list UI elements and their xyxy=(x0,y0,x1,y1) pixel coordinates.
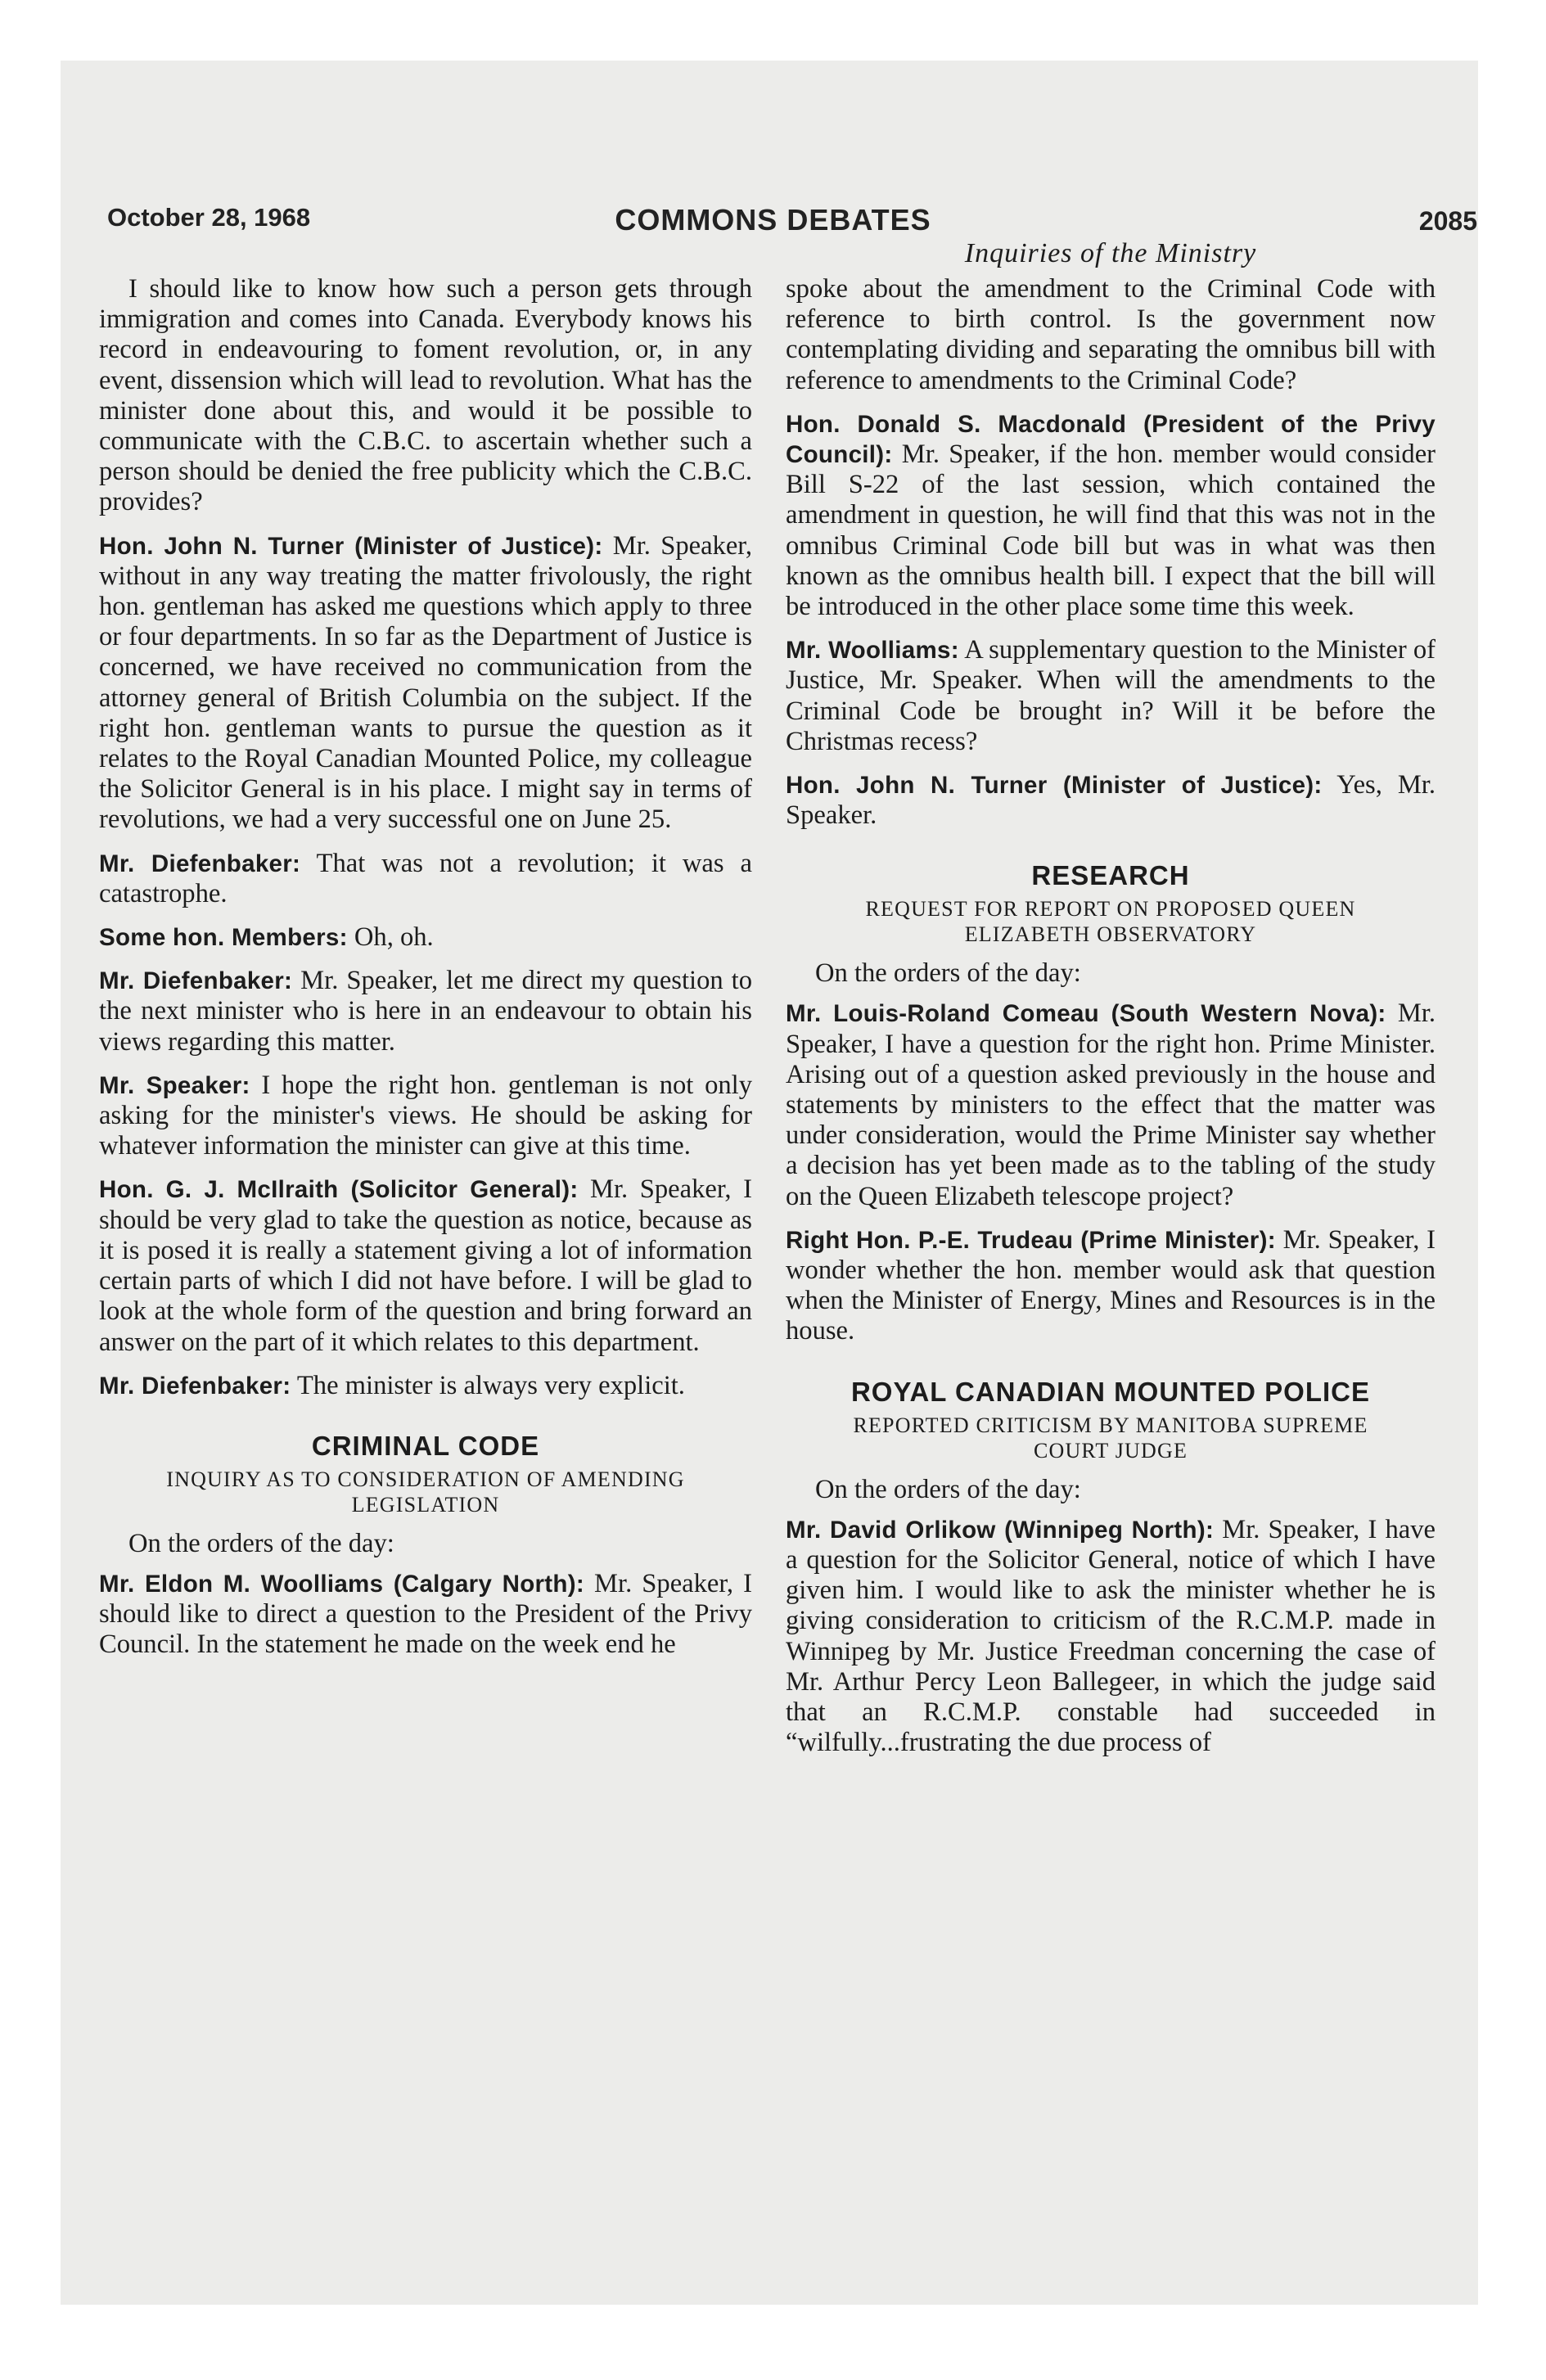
speech xyxy=(99,1569,752,1661)
publication-title: COMMONS DEBATES xyxy=(615,203,931,237)
speech-text: Mr. Speaker, without in any way treating the matter frivolously, the right hon. gentleman has asked me questions which apply to three or four departments. In so far as the Department of Justice is concerned, we have received no communication from the attorney general of British Columbia on the subject. If the right hon. gentleman wants to pursue the question as it relates to the Royal Canadian Mounted Police, my colleague the Solicitor General is in his place. I might say in terms of revolutions, we had a very successful one on June 25. xyxy=(99,530,752,835)
section-subtitle: REQUEST FOR REPORT ON PROPOSED QUEEN ELIZABETH OBSERVATORY xyxy=(865,897,1356,947)
speech xyxy=(99,1071,752,1162)
speaker-name: Some hon. Members: xyxy=(99,924,348,952)
left-column xyxy=(99,274,752,1661)
orders-of-day: On the orders of the day: xyxy=(128,1528,394,1558)
section-subtitle: INQUIRY AS TO CONSIDERATION OF AMENDING LEGISLATION xyxy=(166,1467,685,1517)
speaker-name: Right Hon. P.-E. Trudeau (Prime Minister): xyxy=(786,1226,1276,1254)
speaker-name: Mr. Diefenbaker: xyxy=(99,967,293,995)
speaker-name: Mr. Eldon M. Woolliams (Calgary North): xyxy=(99,1570,584,1598)
paragraph: I should like to know how such a person gets through immigration and comes into Canada. Everybody knows his record in endeavouring to foment revolution, or, in any event, dissension which will lead to revolution. What has the minister done about this, and would it be possible to communicate with the C.B.C. to ascertain whether such a person should be denied the free publicity which the C.B.C. provides? xyxy=(99,274,752,517)
speech xyxy=(786,1225,1436,1347)
running-title: Inquiries of the Ministry xyxy=(964,238,1257,268)
page-date: October 28, 1968 xyxy=(107,203,311,232)
speech-text: Mr. Speaker, I should like to direct a question to the President of the Privy Council. In the statement he made on the week end he xyxy=(99,1568,752,1660)
speech-text: Oh, oh. xyxy=(347,922,434,953)
section-title: ROYAL CANADIAN MOUNTED POLICE xyxy=(850,1376,1371,1407)
speech-text: Mr. Speaker, I wonder whether the hon. member would ask that question when the Minister of Energy, Mines and Resources is in the house. xyxy=(786,1224,1436,1346)
speech-text: I hope the right hon. gentleman is not only asking for the minister's views. He should be asking for whatever information the minister can give at this time. xyxy=(99,1070,752,1161)
section-title: CRIMINAL CODE xyxy=(311,1430,540,1461)
speech xyxy=(99,966,752,1057)
speech xyxy=(786,998,1436,1211)
speaker-name: Hon. John N. Turner (Minister of Justice): xyxy=(786,772,1323,800)
orders-of-day: On the orders of the day: xyxy=(815,958,1081,989)
page-number: 2085 xyxy=(1418,206,1477,236)
speech-text: Yes, Mr. Speaker. xyxy=(786,770,1436,831)
right-column xyxy=(786,274,1436,1758)
speaker-name: Hon. G. J. McIlraith (Solicitor General): xyxy=(99,1176,579,1204)
section-subtitle: REPORTED CRITICISM BY MANITOBA SUPREME COURT JUDGE xyxy=(853,1413,1368,1463)
speech-text: Mr. Speaker, let me direct my question to the next minister who is here in an endeavour to obtain his views regarding this matter. xyxy=(99,966,752,1057)
speaker-name: Mr. Diefenbaker: xyxy=(99,850,301,877)
speech xyxy=(786,770,1436,831)
orders-of-day: On the orders of the day: xyxy=(815,1474,1081,1504)
paragraph: spoke about the amendment to the Criminal Code with reference to birth control. Is the government now contemplating dividing and separating the omnibus bill with reference to amendments to the Criminal Code? xyxy=(786,274,1436,395)
speech xyxy=(99,849,752,909)
speech xyxy=(99,531,752,836)
speech xyxy=(99,1371,752,1401)
speech xyxy=(786,409,1436,622)
speaker-name: Hon. John N. Turner (Minister of Justice): xyxy=(99,532,603,560)
speech-text: Mr. Speaker, I have a question for the Solicitor General, notice of which I have given him. I would like to ask the minister whether he is giving consideration to criticism of the R.C.M.P. made in Winnipeg by Mr. Justice Freedman concerning the case of Mr. Arthur Percy Leon Ballegeer, in which the judge said that an R.C.M.P. constable had succeeded in “wilfully...frustrating the due process of xyxy=(786,1514,1436,1758)
speech-text: Mr. Speaker, if the hon. member would consider Bill S-22 of the last session, which contained the amendment in question, he will find that this was not in the omnibus Criminal Code bill but was in what was then known as the omnibus health bill. I expect that the bill will be introduced in the other place some time this week. xyxy=(786,439,1436,622)
speech-text: Mr. Speaker, I have a question for the right hon. Prime Minister. Arising out of a question asked previously in the house and statements by ministers to the effect that the matter was under consideration, would the Prime Minister say whether a decision has yet been made as to the tabling of the study on the Queen Elizabeth telescope project? xyxy=(786,998,1436,1211)
speech-text: Mr. Speaker, I should be very glad to take the question as notice, because as it is posed it is really a statement giving a lot of information certain parts of which I did not have before. I will be glad to look at the whole form of the question and bring forward an answer on the part of it which relates to this department. xyxy=(99,1174,752,1357)
speech-text: The minister is always very explicit. xyxy=(291,1370,685,1400)
speaker-name: Mr. Diefenbaker: xyxy=(99,1372,291,1400)
speaker-name: Mr. David Orlikow (Winnipeg North): xyxy=(786,1516,1215,1544)
speech xyxy=(99,1174,752,1357)
speech-text: That was not a revolution; it was a catastrophe. xyxy=(99,848,752,908)
speech xyxy=(99,922,752,953)
section-title: RESEARCH xyxy=(1031,860,1190,891)
speaker-name: Mr. Woolliams: xyxy=(786,637,959,665)
speech xyxy=(786,635,1436,757)
speaker-name: Hon. Donald S. Macdonald (President of the Privy Council): xyxy=(786,410,1436,469)
speaker-name: Mr. Speaker: xyxy=(99,1071,250,1099)
speaker-name: Mr. Louis-Roland Comeau (South Western Nova): xyxy=(786,1000,1386,1028)
speech-text: A supplementary question to the Minister of Justice, Mr. Speaker. When will the amendments to the Criminal Code be brought in? Will it be before the Christmas recess? xyxy=(786,635,1436,756)
speech xyxy=(786,1515,1436,1759)
